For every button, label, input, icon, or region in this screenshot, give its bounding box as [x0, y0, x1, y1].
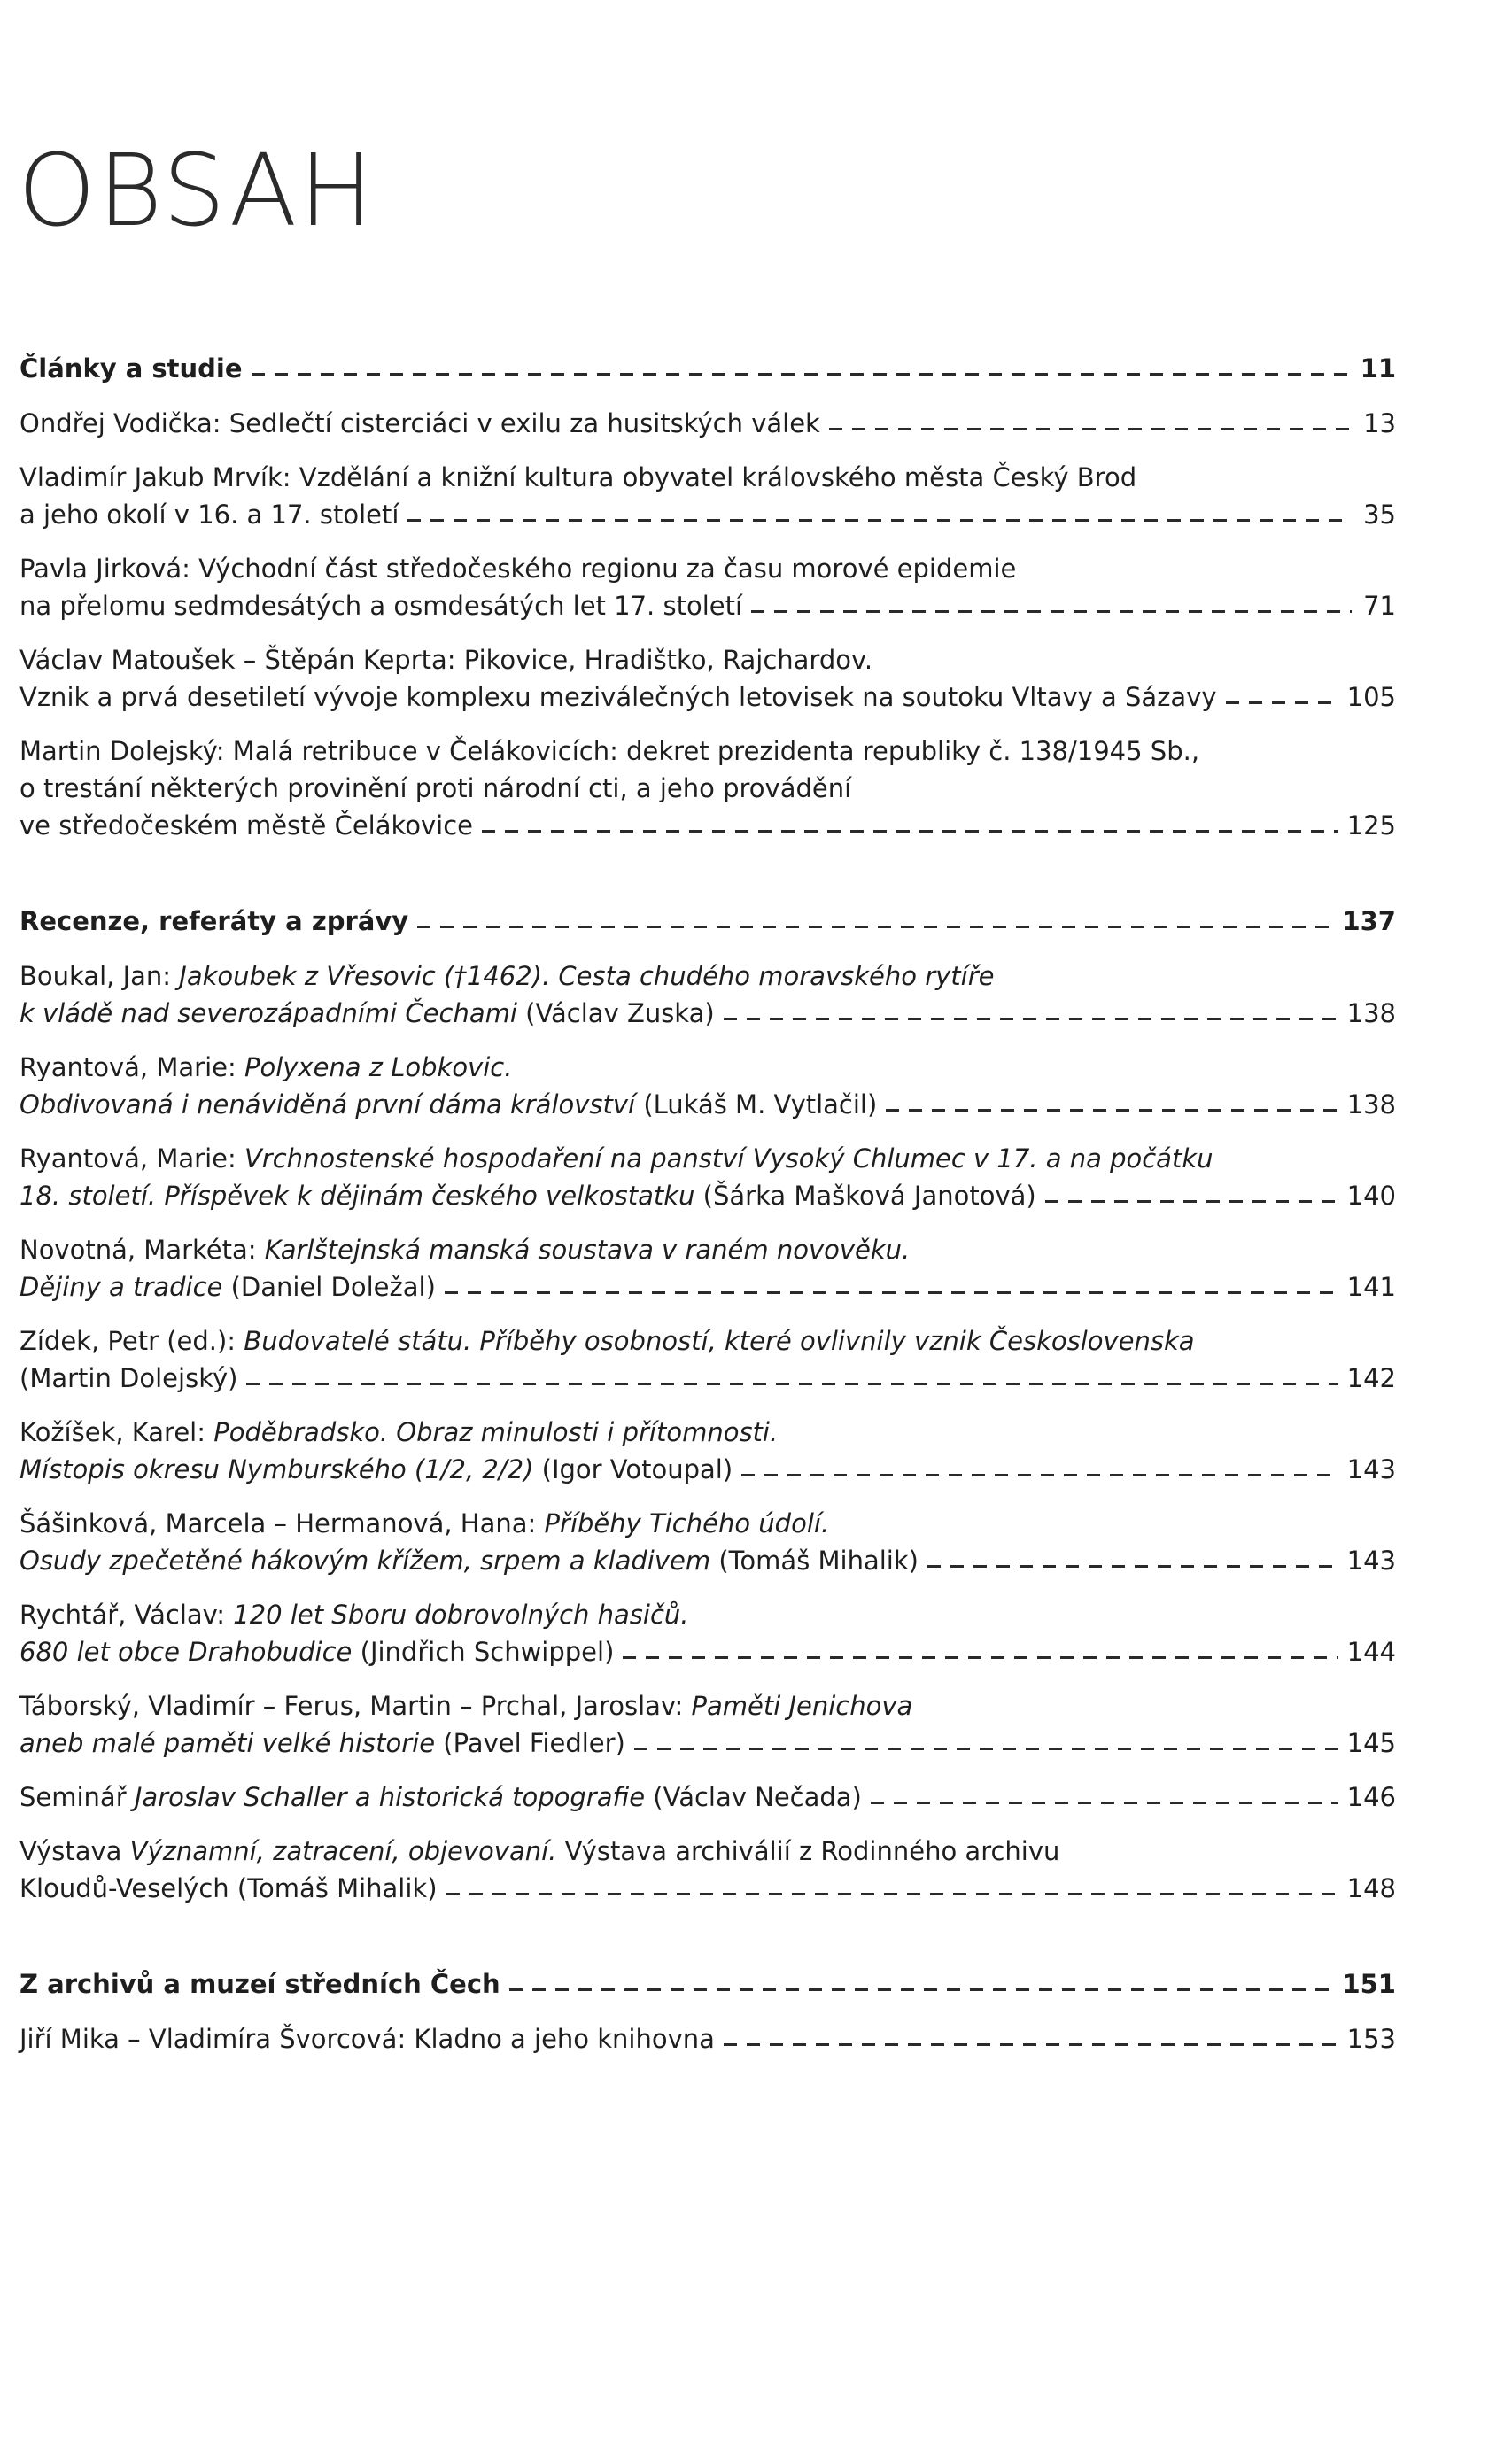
entry-line	[19, 1177, 1036, 1214]
text-segment: Ryantová, Marie:	[19, 1143, 244, 1174]
toc-entry[interactable]	[19, 1687, 1396, 1762]
entry-line	[19, 1724, 625, 1762]
section-heading[interactable]	[19, 903, 1396, 940]
toc-entry[interactable]	[19, 1833, 1396, 1907]
entry-line	[19, 1414, 1396, 1451]
entry-line	[19, 1360, 237, 1397]
entry-line: na přelomu sedmdesátých a osmdesátých let 17. století	[19, 591, 743, 621]
toc-entry[interactable]	[19, 1779, 1396, 1816]
entry-page-number: 143	[1346, 1454, 1396, 1484]
entry-line: ve středočeském městě Čelákovice	[19, 810, 474, 841]
dotted-leader	[634, 1748, 1338, 1750]
entry-line	[19, 1870, 438, 1907]
dotted-leader	[446, 1893, 1338, 1895]
section-heading[interactable]	[19, 1965, 1396, 2003]
entry-last-line	[19, 1724, 1396, 1762]
entry-page-number: 71	[1363, 591, 1396, 621]
toc-section	[19, 1965, 1396, 2058]
section-heading-title: Články a studie	[19, 353, 243, 384]
entry-last-line	[19, 678, 1396, 716]
text-segment: (Václav Nečada)	[645, 1782, 862, 1812]
entry-page-number: 153	[1346, 2024, 1396, 2054]
title-italic: Polyxena z Lobkovic.	[244, 1052, 513, 1082]
dotted-leader	[623, 1656, 1338, 1659]
entry-page-number: 105	[1346, 682, 1396, 712]
entry-last-line	[19, 1360, 1396, 1397]
title-italic: Dějiny a tradice	[19, 1272, 223, 1302]
toc-entry[interactable]	[19, 641, 1396, 716]
page-title: OBSAH	[18, 134, 376, 249]
title-italic: 18. století. Příspěvek k dějinám českého velkostatku	[19, 1181, 695, 1211]
entry-line: Vladimír Jakub Mrvík: Vzdělání a knižní kultura obyvatel královského města Český Brod	[19, 462, 1137, 492]
text-segment: Výstava archiválií z Rodinného archivu	[556, 1836, 1060, 1866]
title-italic: 120 let Sboru dobrovolných hasičů.	[233, 1600, 689, 1630]
entry-page-number: 143	[1346, 1546, 1396, 1576]
title-italic: Příběhy Tichého údolí.	[544, 1508, 830, 1538]
dotted-leader	[751, 610, 1352, 613]
entry-last-line	[19, 405, 1396, 442]
text-segment: Šášinková, Marcela – Hermanová, Hana:	[19, 1508, 545, 1538]
text-segment: (Jindřich Schwippel)	[352, 1637, 615, 1667]
title-italic: Obdivovaná i nenáviděná první dáma království	[19, 1089, 636, 1120]
entry-line: Jiří Mika – Vladimíra Švorcová: Kladno a jeho knihovna	[19, 2024, 715, 2054]
entry-page-number: 138	[1346, 1089, 1396, 1120]
entry-last-line	[19, 1086, 1396, 1123]
toc-entry[interactable]	[19, 732, 1396, 844]
dotted-leader	[1045, 1200, 1338, 1203]
entry-page-number: 142	[1346, 1363, 1396, 1393]
entry-last-line	[19, 1177, 1396, 1214]
entry-last-line	[19, 496, 1396, 533]
dotted-leader	[246, 1383, 1338, 1385]
entry-last-line	[19, 587, 1396, 624]
entry-line	[19, 1451, 733, 1488]
entry-page-number: 141	[1346, 1272, 1396, 1302]
entry-page-number: 140	[1346, 1181, 1396, 1211]
entry-line	[19, 995, 715, 1032]
title-italic: Budovatelé státu. Příběhy osobností, které ovlivnily vznik Československa	[244, 1326, 1195, 1356]
dotted-leader	[724, 2043, 1338, 2046]
title-italic: Osudy zpečetěné hákovým křížem, srpem a kladivem	[19, 1546, 711, 1576]
dotted-leader	[417, 926, 1333, 928]
entry-line	[19, 1596, 1396, 1633]
toc-entry[interactable]	[19, 1505, 1396, 1579]
entry-page-number: 144	[1346, 1637, 1396, 1667]
entry-line	[19, 1086, 877, 1123]
section-heading-title: Recenze, referáty a zprávy	[19, 906, 409, 936]
entry-line	[19, 1049, 1396, 1086]
entry-last-line	[19, 2020, 1396, 2058]
toc-section	[19, 903, 1396, 1907]
entry-line	[19, 1633, 614, 1670]
toc-entry[interactable]	[19, 1596, 1396, 1670]
text-segment: (Daniel Doležal)	[222, 1272, 436, 1302]
title-italic: aneb malé paměti velké historie	[19, 1728, 436, 1758]
entry-last-line	[19, 1633, 1396, 1670]
title-italic: Jakoubek z Vřesovic (†1462). Cesta chudého moravského rytíře	[179, 961, 995, 991]
text-segment: Novotná, Markéta:	[19, 1235, 265, 1265]
entry-last-line	[19, 1451, 1396, 1488]
title-italic: k vládě nad severozápadními Čechami	[19, 998, 517, 1028]
toc-section	[19, 350, 1396, 844]
title-italic: Poděbradsko. Obraz minulosti i přítomnosti.	[213, 1417, 779, 1447]
entry-line	[19, 1322, 1396, 1360]
toc-entry[interactable]	[19, 1049, 1396, 1123]
title-italic: Vrchnostenské hospodaření na panství Vysoký Chlumec v 17. a na počátku	[244, 1143, 1213, 1174]
text-segment: (Pavel Fiedler)	[435, 1728, 625, 1758]
section-page-number: 11	[1360, 353, 1396, 384]
entry-last-line	[19, 995, 1396, 1032]
dotted-leader	[927, 1565, 1338, 1568]
title-italic: Karlštejnská manská soustava v raném novověku.	[264, 1235, 911, 1265]
entry-line	[19, 1231, 1396, 1268]
entry-line: Pavla Jirková: Východní část středočeského regionu za času morové epidemie	[19, 554, 1017, 584]
title-italic: Významní, zatracení, objevovaní.	[129, 1836, 557, 1866]
dotted-leader	[407, 519, 1352, 522]
toc-entry[interactable]	[19, 957, 1396, 1032]
dotted-leader	[482, 830, 1338, 833]
entry-last-line	[19, 1779, 1396, 1816]
dotted-leader	[829, 428, 1352, 430]
table-of-contents	[19, 350, 1396, 2116]
entry-line	[19, 1542, 919, 1579]
entry-line: Martin Dolejský: Malá retribuce v Čelákovicích: dekret prezidenta republiky č. 138/1945 Sb.,	[19, 736, 1200, 766]
dotted-leader	[1226, 701, 1338, 704]
title-italic: Místopis okresu Nymburského (1/2, 2/2)	[19, 1454, 534, 1484]
title-italic: 680 let obce Drahobudice	[19, 1637, 353, 1667]
text-segment: Ryantová, Marie:	[19, 1052, 244, 1082]
dotted-leader	[445, 1291, 1338, 1294]
text-segment: Výstava	[19, 1836, 130, 1866]
dotted-leader	[509, 1988, 1334, 1991]
toc-entry[interactable]	[19, 459, 1396, 533]
section-page-number: 137	[1342, 906, 1396, 936]
entry-page-number: 148	[1346, 1873, 1396, 1903]
text-segment: (Václav Zuska)	[516, 998, 715, 1028]
title-italic: Jaroslav Schaller a historická topografie	[134, 1782, 646, 1812]
entry-line: Ondřej Vodička: Sedlečtí cisterciáci v exilu za husitských válek	[19, 408, 820, 438]
entry-line: o trestání některých provinění proti národní cti, a jeho provádění	[19, 773, 852, 803]
section-heading[interactable]	[19, 350, 1396, 387]
entry-last-line	[19, 1870, 1396, 1907]
dotted-leader	[724, 1018, 1338, 1020]
entry-line	[19, 1505, 1396, 1542]
text-segment: (Tomáš Mihalik)	[710, 1546, 919, 1576]
entry-page-number: 35	[1363, 500, 1396, 530]
text-segment: Táborský, Vladimír – Ferus, Martin – Prchal, Jaroslav:	[19, 1691, 692, 1721]
entry-page-number: 125	[1346, 810, 1396, 841]
dotted-leader	[886, 1109, 1338, 1112]
text-segment: Kožíšek, Karel:	[19, 1417, 214, 1447]
toc-entry[interactable]	[19, 1322, 1396, 1397]
toc-entry[interactable]	[19, 1140, 1396, 1214]
entry-page-number: 138	[1346, 998, 1396, 1028]
entry-line	[19, 1268, 436, 1306]
dotted-leader	[741, 1474, 1338, 1476]
entry-line: Vznik a prvá desetiletí vývoje komplexu meziválečných letovisek na soutoku Vltavy a Sázavy	[19, 682, 1217, 712]
entry-line	[19, 957, 1396, 995]
entry-line	[19, 1687, 1396, 1724]
text-segment: (Lukáš M. Vytlačil)	[635, 1089, 878, 1120]
entry-page-number: 145	[1346, 1728, 1396, 1758]
toc-entry[interactable]	[19, 550, 1396, 624]
text-segment: Seminář	[19, 1782, 135, 1812]
toc-entry[interactable]	[19, 2020, 1396, 2058]
text-segment: (Igor Votoupal)	[533, 1454, 733, 1484]
dotted-leader	[252, 373, 1352, 376]
toc-entry[interactable]	[19, 405, 1396, 442]
entry-line: a jeho okolí v 16. a 17. století	[19, 500, 399, 530]
text-segment: (Martin Dolejský)	[19, 1363, 238, 1393]
toc-entry[interactable]	[19, 1414, 1396, 1488]
entry-line: Václav Matoušek – Štěpán Keprta: Pikovice, Hradištko, Rajchardov.	[19, 645, 873, 675]
text-segment: Zídek, Petr (ed.):	[19, 1326, 244, 1356]
section-page-number: 151	[1342, 1969, 1396, 1999]
entry-line	[19, 1833, 1396, 1870]
section-heading-title: Z archivů a muzeí středních Čech	[19, 1969, 500, 1999]
entry-last-line	[19, 1268, 1396, 1306]
text-segment: (Šárka Mašková Janotová)	[694, 1181, 1036, 1211]
entry-last-line	[19, 1542, 1396, 1579]
text-segment: Rychtář, Václav:	[19, 1600, 234, 1630]
text-segment: Kloudů-Veselých (Tomáš Mihalik)	[19, 1873, 438, 1903]
entry-line	[19, 1140, 1396, 1177]
entry-last-line	[19, 807, 1396, 844]
dotted-leader	[871, 1802, 1338, 1804]
entry-page-number: 13	[1363, 408, 1396, 438]
entry-page-number: 146	[1346, 1782, 1396, 1812]
text-segment: Boukal, Jan:	[19, 961, 180, 991]
entry-line	[19, 1779, 862, 1816]
toc-entry[interactable]	[19, 1231, 1396, 1306]
title-italic: Paměti Jenichova	[691, 1691, 913, 1721]
